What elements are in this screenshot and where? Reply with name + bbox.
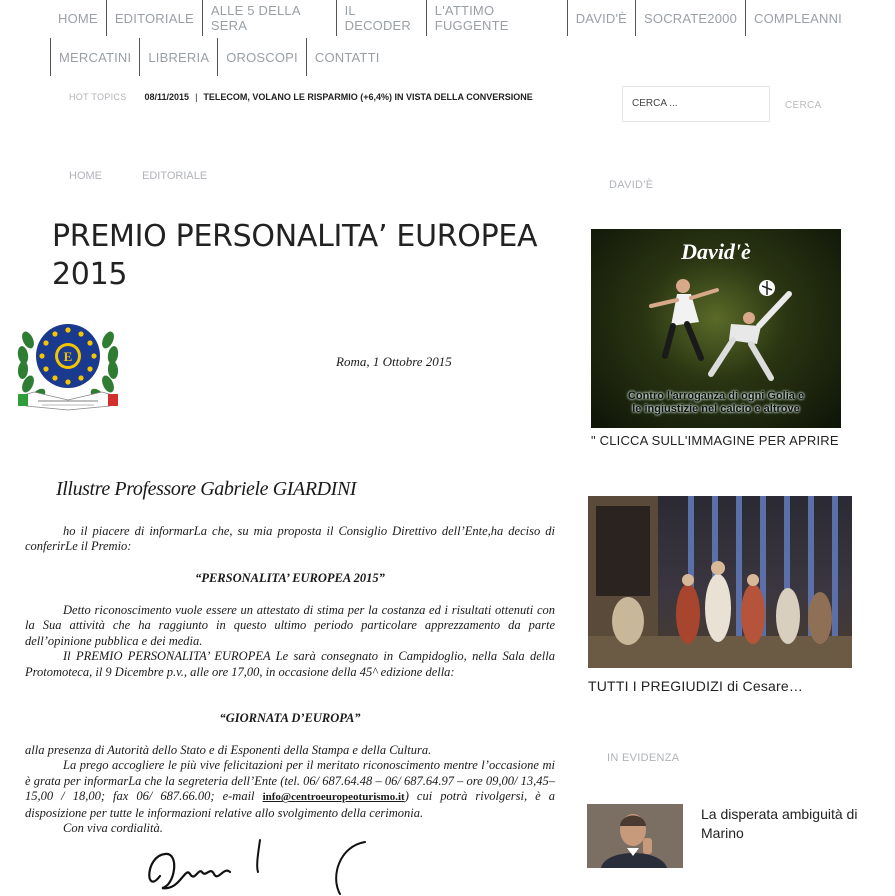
- letter-award-name: “PERSONALITA’ EUROPEA 2015”: [195, 571, 385, 585]
- davide-banner-caption[interactable]: " CLICCA SULL'IMMAGINE PER APRIRE: [591, 433, 839, 448]
- nav-row-2: [50, 38, 850, 76]
- news-item-title[interactable]: La disperata ambiguità di Marino: [701, 806, 858, 841]
- letter-email-link[interactable]: info@centroeuropeoturismo.it: [262, 791, 405, 804]
- nav-item-compleanni[interactable]: COMPLEANNI: [745, 0, 850, 36]
- letter-p1: ho il piacere di informarLa che, su mia proposta il Consiglio Direttivo dell’Ente,ha deciso di conferirLe il Premio:: [25, 524, 555, 554]
- davide-banner-title: David'è: [681, 239, 751, 264]
- letter-paragraph-1: [25, 524, 555, 555]
- letter-salutation: Illustre Professore Gabriele GIARDINI: [56, 478, 357, 500]
- letter-p5-start: La prego accogliere le più vive felicitazioni per il meritato riconoscimento mentre l’occasione mi è grata per informarLa che la segreteria dell’Ente (tel. 06/ 687.64.48 – 06/ 687.64.97 – ore 09,00/ 13,45–15,00 / 18,00; fax 06/ 687.66.00; e-mail: [25, 758, 555, 804]
- nav-item-alle-5-della-sera[interactable]: ALLE 5 DELLA SERA: [202, 0, 336, 36]
- letter-date: Roma, 1 Ottobre 2015: [336, 354, 452, 369]
- letter-paragraph-3: [25, 743, 555, 836]
- nav-row-1: [50, 0, 850, 36]
- sidebar-section-title-davide: DAVID'È: [609, 179, 654, 191]
- davide-banner-tagline-1: Contro l'arroganza di ogni Golia e: [627, 390, 805, 402]
- ente-logo: [14, 310, 122, 420]
- hot-topic-separator: |: [195, 92, 198, 102]
- breadcrumb-editoriale[interactable]: EDITORIALE: [142, 170, 208, 182]
- nav-item-libreria[interactable]: LIBRERIA: [139, 38, 217, 76]
- nav-item-il-decoder[interactable]: IL DECODER: [336, 0, 426, 36]
- svg-text:E: E: [63, 349, 73, 364]
- hot-topics-bar: [69, 92, 533, 102]
- search-input[interactable]: CERCA ...: [622, 86, 770, 122]
- page-title: PREMIO PERSONALITA’ EUROPEA 2015: [52, 219, 538, 292]
- letter-event-name: “GIORNATA D’EUROPA”: [219, 711, 361, 725]
- letter-p3: Il PREMIO PERSONALITA’ EUROPEA Le sarà consegnato in Campidoglio, nella Sala della Protomoteca, il 9 Dicembre p.v., alle ore 17,00, in occasione della 45^ edizione della:: [25, 649, 555, 679]
- breadcrumb: [69, 170, 207, 182]
- nav-item-socrate2000[interactable]: SOCRATE2000: [635, 0, 745, 36]
- person-portrait-icon: [587, 804, 683, 868]
- nav-item-editoriale[interactable]: EDITORIALE: [106, 0, 202, 36]
- letter-p2: Detto riconoscimento vuole essere un attestato di stima per la costanza ed i risultati ottenuti con la Sua attività che ha raggiunto in questo ultimo periodo particolare apprezzamento da parte dell’opinione pubblica e dei media.: [25, 603, 555, 648]
- letter-p5-end: ) cui potrà rivolgersi, è a disposizione per tutte le informazioni relative allo svolgimento della cerimonia.: [25, 789, 555, 820]
- hot-topic-date: 08/11/2015: [144, 92, 190, 102]
- painting-scene-icon: [588, 496, 852, 668]
- letter-paragraph-2: [25, 603, 555, 680]
- nav-item-mercatini[interactable]: MERCATINI: [50, 38, 139, 76]
- breadcrumb-home[interactable]: HOME: [69, 170, 102, 182]
- letter-closing: Con viva cordialità.: [63, 821, 163, 836]
- davide-banner-tagline: [591, 390, 841, 416]
- news-thumbnail[interactable]: [587, 804, 683, 868]
- sidebar-section-title-in-evidenza: IN EVIDENZA: [607, 752, 680, 764]
- search-button[interactable]: CERCA: [785, 100, 822, 111]
- letter-p4: alla presenza di Autorità dello Stato e di Esponenti della Stampa e della Cultura.: [25, 743, 432, 757]
- davide-banner-image[interactable]: [591, 229, 841, 428]
- nav-item-attimo-fuggente[interactable]: L'ATTIMO FUGGENTE: [426, 0, 567, 36]
- letter-p5: [25, 758, 555, 821]
- hot-topics-label: HOT TOPICS: [69, 92, 127, 102]
- painting-caption[interactable]: TUTTI I PREGIUDIZI di Cesare…: [588, 678, 804, 694]
- painting-image[interactable]: [588, 496, 852, 668]
- nav-item-contatti[interactable]: CONTATTI: [306, 38, 388, 76]
- nav-item-oroscopi[interactable]: OROSCOPI: [217, 38, 306, 76]
- davide-banner-tagline-2: le ingiustizie nel calcio e altrove: [632, 403, 800, 415]
- signature-icon: [140, 836, 380, 896]
- footballers-icon: [621, 274, 811, 384]
- nav-item-davide[interactable]: DAVID'È: [567, 0, 635, 36]
- main-navigation: [50, 0, 850, 76]
- hot-topic-headline[interactable]: TELECOM, VOLANO LE RISPARMIO (+6,4%) IN VISTA DELLA CONVERSIONE: [203, 92, 533, 102]
- nav-item-home[interactable]: HOME: [58, 10, 98, 26]
